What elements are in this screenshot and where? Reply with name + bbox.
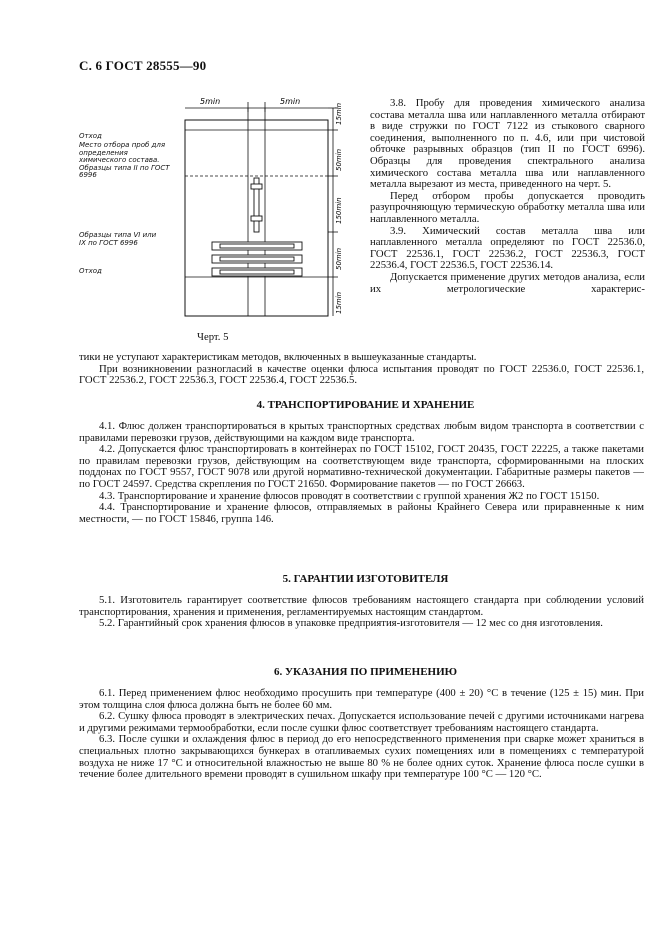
dim-15min-top: 15min	[335, 102, 343, 125]
para-6-2: 6.2. Сушку флюса проводят в электрических печах. Допускается использование печей с другими источниками нагрева и другими режимами термообработки, если после сушки флюс соответствует требованиям настоящего стандарта.	[79, 710, 644, 734]
text-block-after-figure	[79, 352, 644, 387]
para-4-3: 4.3. Транспортирование и хранение флюсов проводят в соответствии с группой хранения Ж2 по ГОСТ 15150.	[99, 489, 600, 502]
section5-title: 5. ГАРАНТИИ ИЗГОТОВИТЕЛЯ	[282, 573, 449, 585]
specimen-type-ii	[251, 178, 262, 232]
para-5-1: 5.1. Изготовитель гарантирует соответствие флюсов требованиям настоящего стандарта при соблюдении условий транспортирования, хранения и применения, регламентируемых настоящим стандартом.	[79, 594, 644, 618]
label-waste-top: Отход	[79, 132, 102, 140]
para-3-9b-part1: Допускается применение других методов анализа, если их метрологические характерис-	[370, 270, 645, 295]
section6-title: 6. УКАЗАНИЯ ПО ПРИМЕНЕНИЮ	[273, 666, 458, 678]
dim-50min-bottom: 50min	[335, 247, 343, 270]
label-samples-type: Образцы типа VI или IX по ГОСТ 6996	[79, 231, 157, 247]
section4-title: 4. ТРАНСПОРТИРОВАНИЕ И ХРАНЕНИЕ	[256, 399, 475, 411]
dim-150min: 150min	[335, 197, 343, 224]
para-4-2: 4.2. Допускается флюс транспортировать в контейнерах по ГОСТ 15102, ГОСТ 20435, ГОСТ 22225, а также пакетами по правилам перевозки грузов, действующим на соответствующем виде транспорта, сформированными на плоских поддонах по ГОСТ 9557, ГОСТ 9078 или другой нормативно-технической документации. Габаритные размеры пакетов — по ГОСТ 24597. Средства скрепления по ГОСТ 21650. Формирование пакетов — по ГОСТ 26663.	[79, 443, 644, 490]
label-chem-sample: Место отбора проб для определения химического состава. Образцы типа II по ГОСТ 6996	[79, 141, 170, 180]
para-3-8b: Перед отбором пробы допускается проводить разупрочняющую термическую обработку металла шва или наплавленного металла.	[370, 189, 645, 225]
page-header: С. 6 ГОСТ 28555—90	[79, 58, 207, 73]
right-column	[370, 98, 645, 295]
para-4-4: 4.4. Транспортирование и хранение флюсов, отправляемых в районы Крайнего Севера или приравненные к ним местности, — по ГОСТ 15846, группа 146.	[79, 501, 644, 525]
para-6-3: 6.3. После сушки и охлаждения флюс в период до его непосредственного применения при сварке может храниться в специальных плотно закрывающихся бункерах в отапливаемых сухих помещениях или в помещениях с температурой воздуха не ниже 17 °С и относительной влажностью не выше 80 % не более одних суток. Хранение флюса после сушки в течение более длительного времени проводят в сушильном шкафу при температуре 100 °С — 120 °С.	[79, 733, 644, 781]
dim-50min-top: 50min	[335, 148, 343, 171]
dim-5min-right: 5min	[280, 97, 301, 106]
section6-body	[79, 688, 644, 781]
dim-5min-left: 5min	[200, 97, 221, 106]
section5-body	[79, 595, 644, 630]
figure-caption: Черт. 5	[197, 331, 229, 343]
label-waste-bottom: Отход	[79, 267, 102, 275]
para-3-9c: При возникновении разногласий в качестве оценки флюса испытания проводят по ГОСТ 22536.0, ГОСТ 22536.1, ГОСТ 22536.2, ГОСТ 22536.3, ГОСТ 22536.4, ГОСТ 22536.5.	[79, 362, 644, 387]
para-4-1: 4.1. Флюс должен транспортироваться в крытых транспортных средствах любым видом транспорта в соответствии с правилами перевозки грузов, действующими на каждом виде транспорта.	[79, 420, 644, 444]
section4-body	[79, 421, 644, 525]
dim-15min-bottom: 15min	[335, 291, 343, 314]
para-3-9b-part2: тики не уступают характеристикам методов, включенных в вышеуказанные стандарты.	[79, 351, 477, 363]
para-5-2: 5.2. Гарантийный срок хранения флюсов в упаковке предприятия-изготовителя — 12 мес со дня изготовления.	[99, 617, 603, 630]
para-3-9: 3.9. Химический состав металла шва или наплавленного металла определяют по ГОСТ 22536.0, ГОСТ 22536.1, ГОСТ 22536.2, ГОСТ 22536.3, ГОСТ 22536.4, ГОСТ 22536.5, ГОСТ 22536.14.	[370, 224, 645, 272]
para-3-8: 3.8. Пробу для проведения химического анализа состава металла шва или наплавленного металла отбирают в виде стружки по ГОСТ 7122 из стыкового сварного соединения, выполненного по п. 4.6, или при чистовой обточке разрывных образцов (тип II по ГОСТ 6996). Образцы для проведения спектрального анализа химического состава металла шва или наплавленного металла вырезают из места, приведенного на черт. 5.	[370, 97, 645, 191]
figure-drawing	[180, 92, 345, 324]
para-6-1: 6.1. Перед применением флюс необходимо просушить при температуре (400 ± 20) °С в течение (125 ± 15) мин. При этом толщина слоя флюса должна быть не более 60 мм.	[79, 687, 644, 711]
specimens-type-vi-ix	[212, 242, 302, 276]
